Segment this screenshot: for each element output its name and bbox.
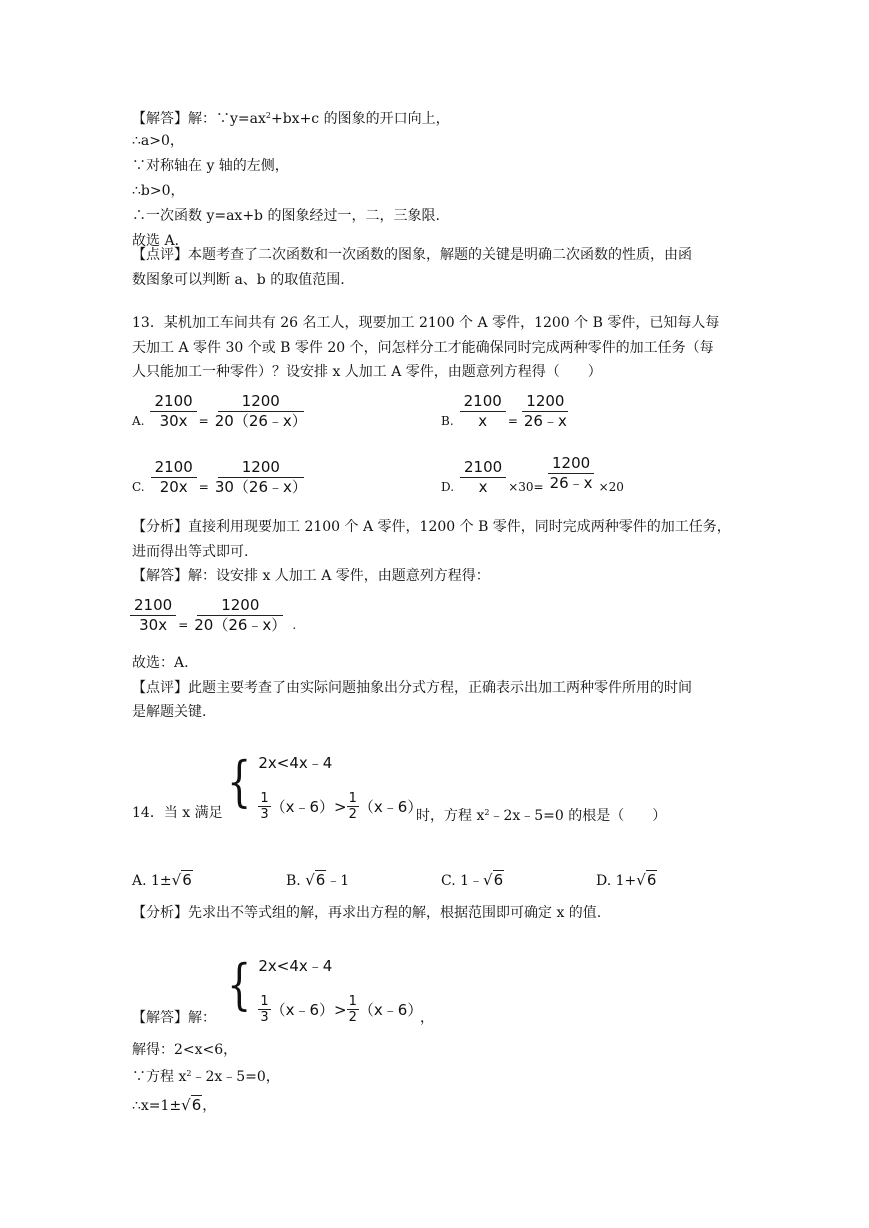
solution12-line3: ∵对称轴在 y 轴的左侧，	[132, 158, 289, 174]
fraction-left: $\frac{2100}{20x}$	[151, 458, 197, 497]
solution12-line4: ∴b>0，	[132, 183, 185, 199]
fraction-left: $\frac{2100}{30x}$	[150, 392, 196, 431]
solution12-line5: ∴一次函数 y=ax+b 的图象经过一，二，三象限.	[132, 208, 440, 224]
option-label: B.	[441, 413, 454, 428]
system-row1: 2x<4x﹣4	[258, 957, 333, 975]
q13-comment-line1: 【点评】此题主要考查了由实际问题抽象出分式方程，正确表示出加工两种零件所用的时间	[132, 680, 692, 696]
fraction-right: $\frac{1200}{26﹣x}$	[549, 454, 593, 492]
q14-solution-system	[222, 955, 422, 1025]
q14-equation: ∵方程 $x^2﹣2x﹣5=0$，	[132, 1069, 280, 1085]
sqrt-icon: √6	[171, 871, 192, 889]
system-row1: 2x<4x﹣4	[258, 754, 333, 772]
q14-root: ∴x=1±√6，	[132, 1096, 217, 1114]
option-label: D.	[441, 479, 455, 494]
q13-stem-line2: 天加工 A 零件 30 个或 B 零件 20 个，问怎样分工才能确保同时完成两种零件的加工任务（每	[132, 340, 714, 356]
sqrt-icon: √6	[305, 871, 326, 889]
q13-option-d[interactable]: D. $\frac{2100}{x}$ ×30= $\frac{1200}{26﹣x}$ ×20	[441, 454, 624, 496]
sqrt-icon: √6	[483, 871, 504, 889]
fraction-right: $\frac{1200}{20(26﹣x)}$	[194, 596, 287, 634]
q14-option-d[interactable]: D. 1+√6	[596, 871, 657, 889]
q14-option-c[interactable]: C. 1﹣√6	[441, 871, 504, 889]
q13-stem-line3: 人只能加工一种零件）？设安排 x 人加工 A 零件，由题意列方程得（ ）	[132, 364, 602, 380]
solution12-line6: 故选 A.	[132, 233, 180, 249]
option-label: C.	[132, 479, 145, 494]
fraction-left: $\frac{2100}{x}$	[460, 392, 506, 431]
fraction-right: $\frac{1200}{30(26﹣x)}$	[214, 458, 307, 496]
fraction-right: $\frac{1200}{20(26﹣x)}$	[214, 392, 307, 430]
q13-stem-line1: 13．某机加工车间共有 26 名工人，现要加工 2100 个 A 零件，1200 个 B 零件，已知每人每	[132, 315, 720, 331]
system-row2: 1 3 （x﹣6）> 1 2 （x﹣6）	[260, 994, 423, 1025]
q14-option-a[interactable]: A. 1±√6	[132, 871, 192, 889]
q14-analysis: 【分析】先求出不等式组的解，再求出方程的解，根据范围即可确定 x 的值.	[132, 905, 602, 921]
brace-icon: {	[227, 750, 252, 813]
q14-stem-prefix: 14．当 x 满足	[132, 805, 223, 821]
solution12-line1: 【解答】解：$\because y=ax^2+bx+c$ 的图象的开口向上，	[132, 111, 450, 127]
q13-solution-line1: 【解答】解：设安排 x 人加工 A 零件，由题意列方程得：	[132, 568, 490, 584]
q13-solution-equation: $\frac{2100}{30x}$ = $\frac{1200}{20(26﹣x)}$ .	[130, 596, 298, 635]
sqrt-icon: √6	[636, 871, 657, 889]
q13-analysis-line2: 进而得出等式即可.	[132, 544, 249, 560]
q13-option-b[interactable]: B. $\frac{2100}{x}$ = $\frac{1200}{26﹣x}$	[441, 392, 571, 431]
q13-comment-line2: 是解题关键.	[132, 704, 207, 720]
comment12-line2: 数图象可以判断 a、b 的取值范围.	[132, 272, 345, 288]
q13-option-c[interactable]: C. $\frac{2100}{20x}$ = $\frac{1200}{30(26﹣x)}$	[132, 458, 311, 497]
fraction-left: $\frac{2100}{30x}$	[130, 596, 176, 635]
sqrt-icon: √6	[181, 1096, 202, 1114]
brace-icon: {	[227, 953, 252, 1016]
system-row2: 1 3 （x﹣6）> 1 2 （x﹣6）	[260, 791, 423, 822]
q14-stem-suffix: 时，方程 $x^2﹣2x﹣5=0$ 的根是（ ）	[416, 808, 667, 824]
q14-solution-comma: ，	[420, 1010, 434, 1026]
fraction-left: $\frac{2100}{x}$	[460, 458, 506, 497]
q14-inequality-system	[222, 752, 422, 822]
q13-analysis-line1: 【分析】直接利用现要加工 2100 个 A 零件，1200 个 B 零件，同时完成两种零件的加工任务，	[132, 519, 731, 535]
comment12-line1: 【点评】本题考查了二次函数和一次函数的图象，解题的关键是明确二次函数的性质，由函	[132, 247, 692, 263]
q13-answer: 故选：A.	[132, 655, 189, 671]
q14-solved: 解得：2<x<6，	[132, 1042, 238, 1058]
q13-option-a[interactable]: A. $\frac{2100}{30x}$ = $\frac{1200}{20(26﹣x)}$	[132, 392, 311, 431]
q14-option-b[interactable]: B. √6﹣1	[286, 871, 350, 889]
q14-solution-prefix: 【解答】解：	[132, 1010, 216, 1026]
solution12-line2: ∴a>0，	[132, 133, 184, 149]
fraction-right: $\frac{1200}{26﹣x}$	[523, 392, 567, 430]
option-label: A.	[132, 413, 145, 428]
